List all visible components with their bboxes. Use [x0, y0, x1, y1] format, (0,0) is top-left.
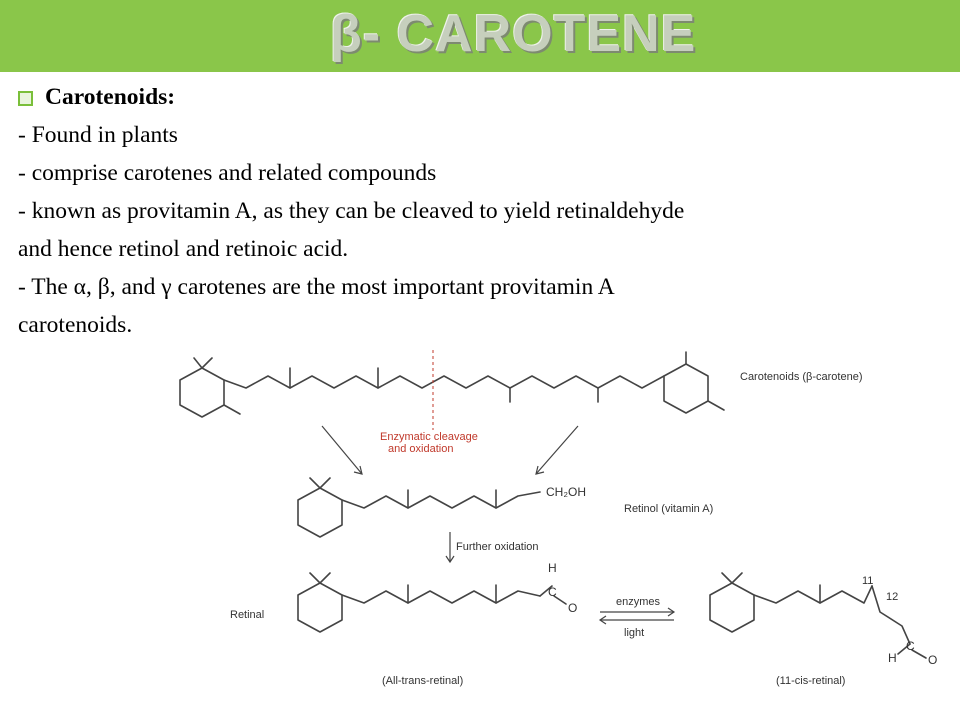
locant-12: 12	[886, 591, 899, 603]
cis-c-atom: C	[906, 639, 915, 653]
light-label: light	[624, 627, 645, 639]
cis-h-atom: H	[888, 651, 897, 665]
retinal-label: Retinal	[230, 609, 265, 621]
retinal-c-atom: C	[548, 585, 557, 599]
text-line: - known as provitamin A, as they can be cleaved to yield retinaldehyde	[18, 198, 685, 224]
retinol-group: CH₂OH	[546, 485, 586, 499]
beta-carotene-molecule	[180, 350, 724, 430]
cis-label: (11-cis-retinal)	[776, 675, 846, 687]
retinal-h-atom: H	[548, 561, 557, 575]
enzymes-label: enzymes	[616, 596, 661, 608]
cleavage-label-2: and oxidation	[388, 443, 454, 455]
heading-line	[18, 78, 943, 116]
carotene-conversion-diagram	[150, 350, 960, 720]
carotenoid-label: Carotenoids (β-carotene)	[740, 371, 863, 383]
cleavage-label-1: Enzymatic cleavage	[380, 431, 478, 443]
cis-retinal-molecule	[710, 573, 926, 658]
cis-o-atom: O	[928, 653, 938, 667]
all-trans-retinal-molecule	[298, 573, 566, 632]
retinal-o-atom: O	[568, 601, 578, 615]
text-line: - comprise carotenes and related compounds	[18, 160, 437, 186]
retinol-label: Retinol (vitamin A)	[624, 503, 714, 515]
text-line: - The α, β, and γ carotenes are the most important provitamin A	[18, 274, 615, 300]
further-oxidation-label: Further oxidation	[456, 541, 539, 553]
text-line: - Found in plants	[18, 122, 178, 148]
retinol-molecule	[298, 478, 540, 537]
square-bullet-icon	[18, 91, 33, 106]
text-line: carotenoids.	[18, 312, 133, 338]
slide-title: β- CAROTENE	[330, 5, 697, 63]
slide-content	[18, 78, 943, 344]
locant-11: 11	[862, 575, 874, 587]
text-line: and hence retinol and retinoic acid.	[18, 236, 349, 262]
section-heading: Carotenoids:	[45, 84, 176, 110]
all-trans-label: (All-trans-retinal)	[382, 675, 464, 687]
